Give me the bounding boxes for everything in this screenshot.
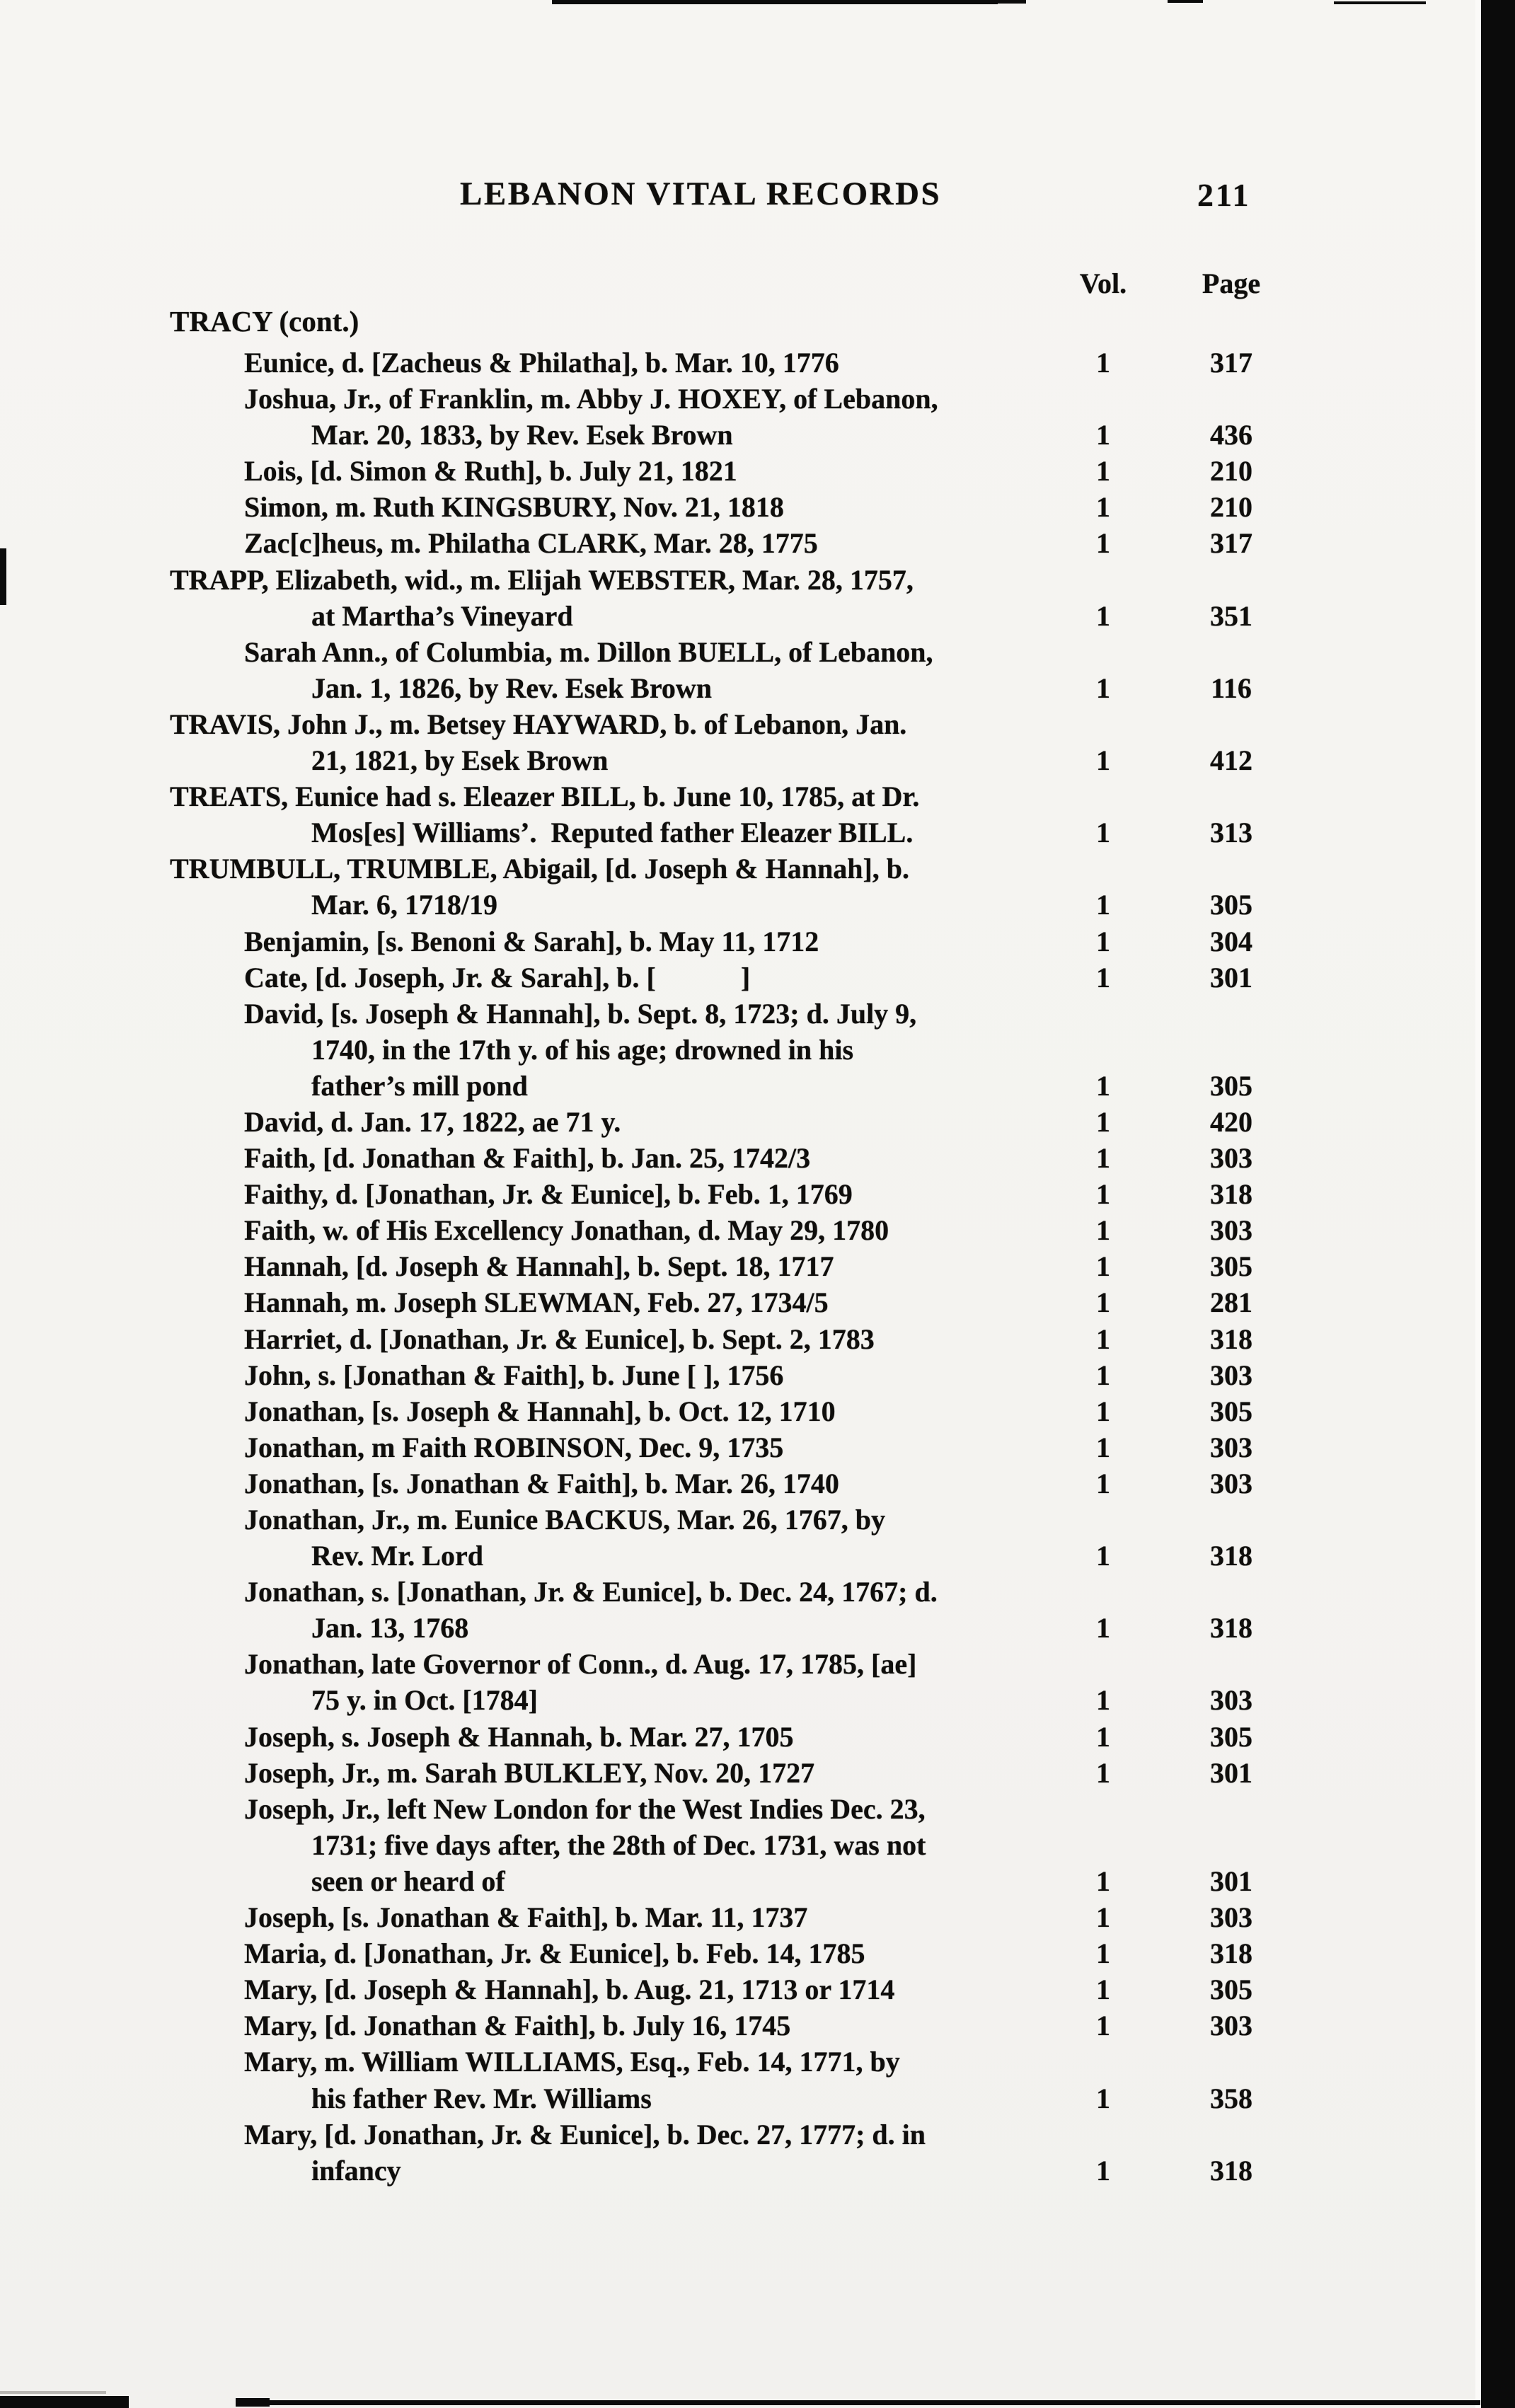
record-text: Jonathan, Jr., m. Eunice BACKUS, Mar. 26, 1767, by: [244, 1504, 886, 1536]
record-page: 303: [1210, 1684, 1252, 1717]
record-vol: 1: [1096, 889, 1110, 921]
record-page: 317: [1210, 527, 1252, 560]
record-row: [0, 1901, 1515, 1937]
record-vol: 1: [1096, 1901, 1110, 1934]
record-page: 301: [1210, 1756, 1252, 1789]
record-row: [0, 1647, 1515, 1683]
record-row: [0, 346, 1515, 382]
record-row: [0, 744, 1515, 780]
record-text: at Martha’s Vineyard: [311, 599, 573, 632]
record-row: [0, 1250, 1515, 1286]
record-text: 21, 1821, by Esek Brown: [311, 744, 609, 777]
record-text: TRUMBULL, TRUMBLE, Abigail, [d. Joseph & Hannah], b.: [170, 853, 910, 885]
record-page: 305: [1210, 1069, 1252, 1102]
record-vol: 1: [1096, 1323, 1110, 1355]
scan-artifact-top-bar: [1334, 1, 1426, 4]
record-row: [0, 526, 1515, 563]
record-vol: 1: [1096, 455, 1110, 488]
record-row: [0, 2009, 1515, 2045]
record-vol: 1: [1096, 1214, 1110, 1247]
record-text: Jonathan, m Faith ROBINSON, Dec. 9, 1735: [244, 1431, 784, 1463]
record-vol: 1: [1096, 1142, 1110, 1175]
record-vol: 1: [1096, 744, 1110, 777]
record-text: TREATS, Eunice had s. Eleazer BILL, b. June 10, 1785, at Dr.: [170, 780, 920, 813]
record-text: Jan. 13, 1768: [311, 1612, 469, 1644]
record-text: seen or heard of: [311, 1865, 505, 1897]
record-text: Jonathan, late Governor of Conn., d. Aug. 17, 1785, [ae]: [244, 1648, 917, 1681]
record-row: [0, 1359, 1515, 1395]
record-text: Maria, d. [Jonathan, Jr. & Eunice], b. Feb. 14, 1785: [244, 1937, 865, 1970]
column-header-vol: Vol.: [1079, 267, 1127, 299]
record-row: [0, 1503, 1515, 1539]
record-row: [0, 997, 1515, 1033]
scan-artifact-bottom-bar: [0, 2396, 129, 2408]
record-page: 313: [1210, 817, 1252, 849]
record-text: Eunice, d. [Zacheus & Philatha], b. Mar. 10, 1776: [244, 347, 839, 379]
record-row: [0, 1431, 1515, 1467]
record-text: Mar. 20, 1833, by Rev. Esek Brown: [311, 419, 733, 451]
record-page: 305: [1210, 889, 1252, 921]
record-text: Joseph, s. Joseph & Hannah, b. Mar. 27, 1705: [244, 1720, 794, 1753]
column-header-page: Page: [1202, 267, 1261, 299]
record-vol: 1: [1096, 1540, 1110, 1572]
record-vol: 1: [1096, 1974, 1110, 2006]
record-page: 304: [1210, 925, 1252, 957]
record-vol: 1: [1096, 1286, 1110, 1319]
record-text: Mary, [d. Jonathan, Jr. & Eunice], b. Dec. 27, 1777; d. in: [244, 2118, 926, 2150]
record-page: 305: [1210, 1250, 1252, 1283]
record-text: Benjamin, [s. Benoni & Sarah], b. May 11, 1712: [244, 925, 819, 957]
record-text: Mary, [d. Jonathan & Faith], b. July 16, 1745: [244, 2010, 791, 2042]
record-page: 305: [1210, 1974, 1252, 2006]
scan-artifact-top-bar: [552, 0, 998, 4]
scan-artifact-bottom-gray: [0, 2391, 106, 2394]
record-text: David, [s. Joseph & Hannah], b. Sept. 8, 1723; d. July 9,: [244, 997, 917, 1030]
record-page: 303: [1210, 1901, 1252, 1934]
record-text: Faith, [d. Jonathan & Faith], b. Jan. 25, 1742/3: [244, 1142, 811, 1175]
record-row: [0, 1756, 1515, 1792]
record-text: Simon, m. Ruth KINGSBURY, Nov. 21, 1818: [244, 491, 784, 524]
record-vol: 1: [1096, 527, 1110, 560]
record-page: 210: [1210, 455, 1252, 488]
record-row: [0, 418, 1515, 454]
record-row: [0, 1105, 1515, 1141]
record-row: [0, 1575, 1515, 1611]
record-row: [0, 2045, 1515, 2081]
record-page: 281: [1210, 1286, 1252, 1319]
record-vol: 1: [1096, 1431, 1110, 1463]
record-row: [0, 2118, 1515, 2154]
record-text: Faithy, d. [Jonathan, Jr. & Eunice], b. Feb. 1, 1769: [244, 1178, 853, 1211]
record-vol: 1: [1096, 2082, 1110, 2114]
record-vol: 1: [1096, 1178, 1110, 1211]
record-row: [0, 852, 1515, 888]
record-row: [0, 1937, 1515, 1973]
record-text: his father Rev. Mr. Williams: [311, 2082, 652, 2114]
record-vol: 1: [1096, 1684, 1110, 1717]
record-text: Mos[es] Williams’. Reputed father Eleazer BILL.: [311, 817, 914, 849]
record-row: [0, 888, 1515, 924]
record-row: [0, 1865, 1515, 1901]
record-page: 303: [1210, 2010, 1252, 2042]
record-text: 1731; five days after, the 28th of Dec. 1731, was not: [311, 1828, 926, 1861]
record-text: father’s mill pond: [311, 1069, 528, 1102]
record-row: [0, 635, 1515, 672]
record-vol: 1: [1096, 817, 1110, 849]
scan-artifact-top-bar: [1168, 0, 1203, 3]
record-vol: 1: [1096, 2010, 1110, 2042]
record-vol: 1: [1096, 491, 1110, 524]
record-page: 303: [1210, 1431, 1252, 1463]
record-row: [0, 1467, 1515, 1503]
record-vol: 1: [1096, 1756, 1110, 1789]
record-vol: 1: [1096, 1105, 1110, 1138]
record-row: [0, 1828, 1515, 1865]
record-text: Mary, m. William WILLIAMS, Esq., Feb. 14, 1771, by: [244, 2046, 900, 2078]
scan-artifact-top-bar: [987, 0, 1026, 4]
record-page: 305: [1210, 1395, 1252, 1427]
record-page: 318: [1210, 1540, 1252, 1572]
record-row: [0, 1033, 1515, 1069]
record-row: [0, 1141, 1515, 1177]
record-vol: 1: [1096, 347, 1110, 379]
record-row: [0, 490, 1515, 526]
record-text: Jonathan, [s. Joseph & Hannah], b. Oct. 12, 1710: [244, 1395, 836, 1427]
record-vol: 1: [1096, 1720, 1110, 1753]
record-vol: 1: [1096, 1937, 1110, 1970]
record-text: Joseph, Jr., m. Sarah BULKLEY, Nov. 20, 1727: [244, 1756, 815, 1789]
record-row: [0, 1177, 1515, 1214]
record-text: Harriet, d. [Jonathan, Jr. & Eunice], b. Sept. 2, 1783: [244, 1323, 875, 1355]
record-text: Lois, [d. Simon & Ruth], b. July 21, 1821: [244, 455, 737, 488]
record-text: John, s. [Jonathan & Faith], b. June [ ], 1756: [244, 1359, 784, 1391]
record-row: [0, 1069, 1515, 1105]
record-page: 318: [1210, 1178, 1252, 1211]
record-row: [0, 708, 1515, 744]
record-row: [0, 1792, 1515, 1828]
scan-artifact-bottom-bar: [236, 2398, 270, 2407]
page-title: LEBANON VITAL RECORDS: [460, 175, 942, 212]
record-page: 436: [1210, 419, 1252, 451]
record-vol: 1: [1096, 1612, 1110, 1644]
record-row: [0, 1286, 1515, 1322]
record-page: 303: [1210, 1467, 1252, 1499]
record-vol: 1: [1096, 2154, 1110, 2187]
record-page: 318: [1210, 1612, 1252, 1644]
record-row: [0, 816, 1515, 852]
record-text: Mar. 6, 1718/19: [311, 889, 497, 921]
record-vol: 1: [1096, 419, 1110, 451]
record-vol: 1: [1096, 1395, 1110, 1427]
record-row: [0, 1539, 1515, 1575]
record-text: Cate, [d. Joseph, Jr. & Sarah], b. [ ]: [244, 961, 751, 993]
record-row: [0, 2082, 1515, 2118]
record-text: Joshua, Jr., of Franklin, m. Abby J. HOXEY, of Lebanon,: [244, 383, 938, 415]
record-text: TRAPP, Elizabeth, wid., m. Elijah WEBSTER, Mar. 28, 1757,: [170, 563, 914, 596]
record-text: Jonathan, [s. Jonathan & Faith], b. Mar. 26, 1740: [244, 1467, 839, 1499]
record-vol: 1: [1096, 1865, 1110, 1897]
record-text: Jan. 1, 1826, by Rev. Esek Brown: [311, 672, 713, 704]
record-text: Joseph, Jr., left New London for the West Indies Dec. 23,: [244, 1792, 926, 1825]
record-text: 1740, in the 17th y. of his age; drowned in his: [311, 1033, 854, 1066]
record-row: [0, 672, 1515, 708]
record-page: 210: [1210, 491, 1252, 524]
record-text: TRAVIS, John J., m. Betsey HAYWARD, b. of Lebanon, Jan.: [170, 708, 907, 740]
record-page: 301: [1210, 1865, 1252, 1897]
record-page: 303: [1210, 1142, 1252, 1175]
record-text: infancy: [311, 2154, 401, 2187]
record-row: [0, 1683, 1515, 1719]
record-text: Jonathan, s. [Jonathan, Jr. & Eunice], b. Dec. 24, 1767; d.: [244, 1576, 938, 1608]
record-vol: 1: [1096, 925, 1110, 957]
record-row: [0, 382, 1515, 418]
record-row: [0, 454, 1515, 490]
record-page: 318: [1210, 2154, 1252, 2187]
record-text: Rev. Mr. Lord: [311, 1540, 483, 1572]
record-vol: 1: [1096, 1359, 1110, 1391]
record-row: [0, 780, 1515, 816]
record-page: 351: [1210, 599, 1252, 632]
record-page: 317: [1210, 347, 1252, 379]
record-page: 412: [1210, 744, 1252, 777]
record-row: [0, 1323, 1515, 1359]
records-list: [0, 346, 1515, 2190]
record-text: Hannah, [d. Joseph & Hannah], b. Sept. 18, 1717: [244, 1250, 834, 1283]
record-row: [0, 563, 1515, 599]
record-page: 301: [1210, 961, 1252, 993]
record-text: Faith, w. of His Excellency Jonathan, d. May 29, 1780: [244, 1214, 889, 1247]
record-row: [0, 961, 1515, 997]
record-text: Joseph, [s. Jonathan & Faith], b. Mar. 11, 1737: [244, 1901, 808, 1934]
record-vol: 1: [1096, 599, 1110, 632]
record-page: 358: [1210, 2082, 1252, 2114]
record-text: David, d. Jan. 17, 1822, ae 71 y.: [244, 1105, 621, 1138]
record-vol: 1: [1096, 672, 1110, 704]
record-row: [0, 2154, 1515, 2190]
record-row: [0, 1611, 1515, 1647]
scan-artifact-bottom-bar: [267, 2400, 1480, 2405]
record-row: [0, 1973, 1515, 2009]
record-row: [0, 599, 1515, 635]
record-page: 318: [1210, 1323, 1252, 1355]
record-row: [0, 1214, 1515, 1250]
record-text: Hannah, m. Joseph SLEWMAN, Feb. 27, 1734/5: [244, 1286, 829, 1319]
record-page: 420: [1210, 1105, 1252, 1138]
record-text: Sarah Ann., of Columbia, m. Dillon BUELL, of Lebanon,: [244, 635, 933, 668]
section-heading: TRACY (cont.): [170, 305, 359, 338]
record-page: 303: [1210, 1214, 1252, 1247]
record-row: [0, 925, 1515, 961]
record-text: 75 y. in Oct. [1784]: [311, 1684, 538, 1717]
record-row: [0, 1395, 1515, 1431]
page-number: 211: [1197, 177, 1251, 213]
record-vol: 1: [1096, 1069, 1110, 1102]
record-row: [0, 1720, 1515, 1756]
record-page: 116: [1211, 672, 1252, 704]
record-text: Zac[c]heus, m. Philatha CLARK, Mar. 28, 1775: [244, 527, 818, 560]
record-page: 303: [1210, 1359, 1252, 1391]
record-page: 305: [1210, 1720, 1252, 1753]
record-vol: 1: [1096, 1250, 1110, 1283]
record-page: 318: [1210, 1937, 1252, 1970]
record-text: Mary, [d. Joseph & Hannah], b. Aug. 21, 1713 or 1714: [244, 1974, 895, 2006]
record-vol: 1: [1096, 961, 1110, 993]
record-vol: 1: [1096, 1467, 1110, 1499]
